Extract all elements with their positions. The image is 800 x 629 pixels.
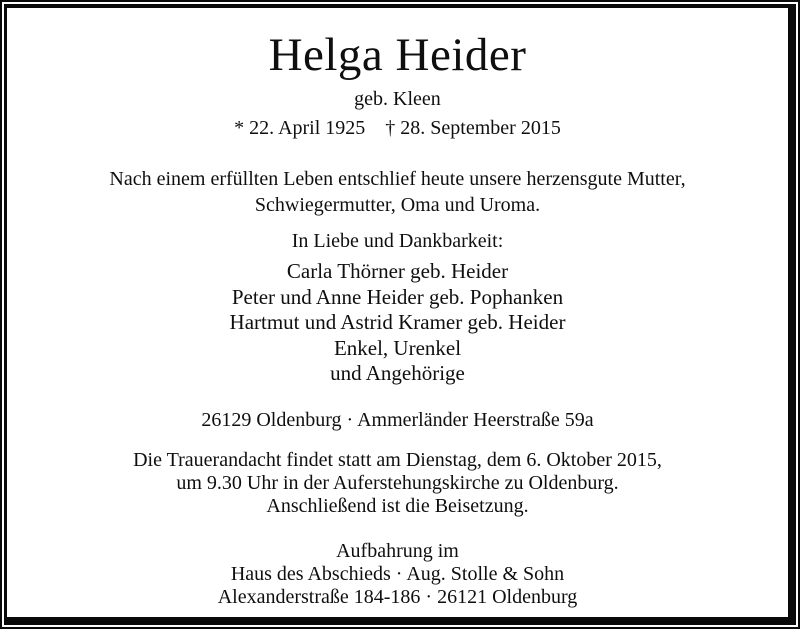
service-line-1: Die Trauerandacht findet statt am Dienstag, dem 6. Oktober 2015, — [133, 449, 662, 472]
mourner-name-3: Hartmut und Astrid Kramer geb. Heider — [229, 310, 566, 335]
deceased-name: Helga Heider — [268, 29, 527, 81]
condolence-line: In Liebe und Dankbarkeit: — [291, 230, 504, 253]
death-date: † 28. September 2015 — [385, 117, 561, 140]
obituary-notice — [7, 8, 788, 617]
mourner-name-5: und Angehörige — [330, 361, 465, 386]
mourners-list — [7, 259, 788, 387]
mourner-name-4: Enkel, Urenkel — [333, 335, 462, 360]
repose-line-2: Haus des Abschieds · Aug. Stolle & Sohn — [230, 563, 565, 586]
mourner-name-2: Peter und Anne Heider geb. Pophanken — [231, 284, 564, 309]
service-info — [7, 449, 788, 518]
mourner-name-1: Carla Thörner geb. Heider — [286, 259, 509, 284]
intro-line-2: Schwiegermutter, Oma und Uroma. — [254, 194, 541, 217]
service-line-2: um 9.30 Uhr in der Auferstehungskirche zu Oldenburg. — [176, 472, 619, 495]
home-address: 26129 Oldenburg · Ammerländer Heerstraße 59a — [201, 409, 594, 432]
mourning-border-inner — [4, 4, 796, 625]
intro-text — [7, 166, 788, 218]
maiden-name: geb. Kleen — [354, 88, 441, 111]
intro-line-1: Nach einem erfüllten Leben entschlief heute unsere herzensgute Mutter, — [109, 168, 686, 191]
life-dates — [7, 116, 788, 141]
service-line-3: Anschließend ist die Beisetzung. — [266, 495, 529, 518]
repose-info — [7, 540, 788, 609]
repose-line-3: Alexanderstraße 184-186 · 26121 Oldenburg — [217, 586, 578, 609]
birth-date: * 22. April 1925 — [234, 117, 366, 140]
repose-line-1: Aufbahrung im — [336, 540, 459, 563]
